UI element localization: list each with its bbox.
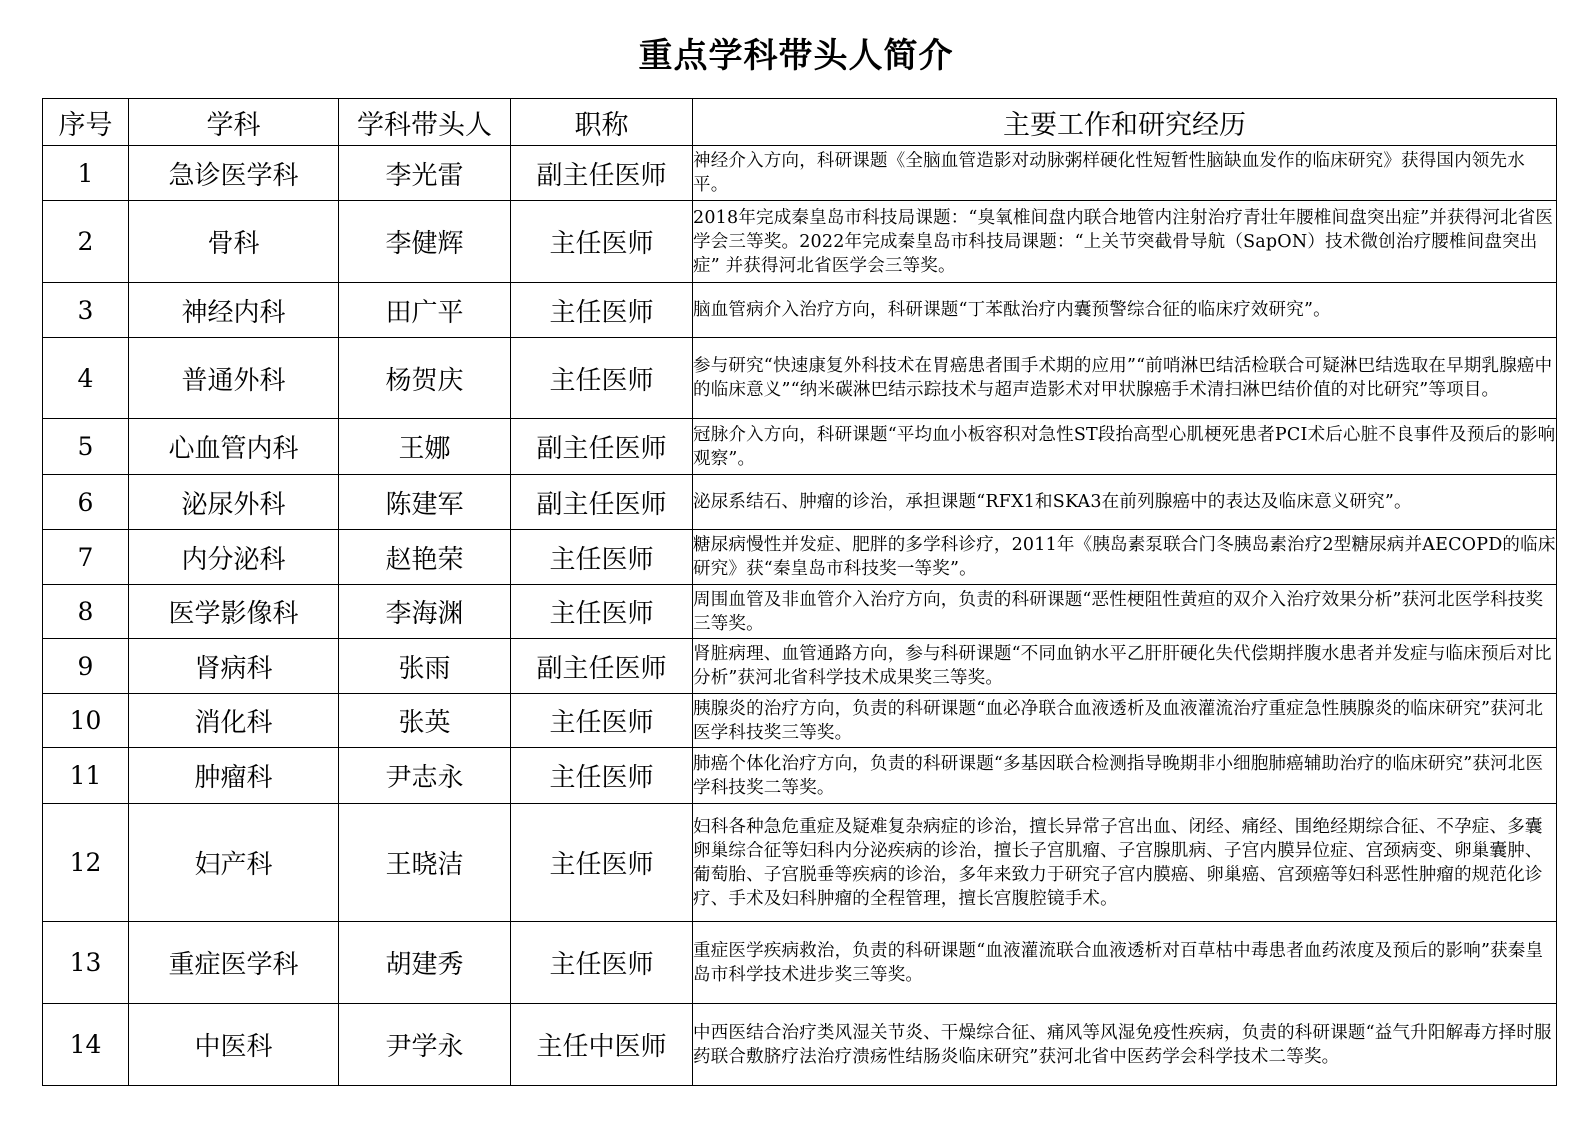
row-experience: 泌尿系结石、肿瘤的诊治，承担课题“RFX1和SKA3在前列腺癌中的表达及临床意义研究”。	[693, 475, 1557, 530]
row-experience: 神经介入方向，科研课题《全脑血管造影对动脉粥样硬化性短暂性脑缺血发作的临床研究》获得国内领先水平。	[693, 146, 1557, 201]
table-row	[43, 804, 1557, 922]
row-no: 7	[43, 530, 129, 585]
row-title: 主任中医师	[511, 1004, 693, 1086]
header-no: 序号	[43, 99, 129, 146]
row-discipline: 肿瘤科	[129, 748, 339, 804]
row-title: 副主任医师	[511, 419, 693, 475]
row-leader: 张英	[339, 694, 511, 748]
table-row	[43, 922, 1557, 1004]
row-discipline: 心血管内科	[129, 419, 339, 475]
header-discipline: 学科	[129, 99, 339, 146]
row-title: 主任医师	[511, 748, 693, 804]
row-no: 3	[43, 283, 129, 338]
row-title: 副主任医师	[511, 146, 693, 201]
row-experience: 参与研究“快速康复外科技术在胃癌患者围手术期的应用”“前哨淋巴结活检联合可疑淋巴结选取在早期乳腺癌中的临床意义”“纳米碳淋巴结示踪技术与超声造影术对甲状腺癌手术清扫淋巴结价值的对比研究”等项目。	[693, 338, 1557, 419]
row-title: 主任医师	[511, 338, 693, 419]
row-no: 1	[43, 146, 129, 201]
page-title: 重点学科带头人简介	[638, 36, 954, 76]
header-title: 职称	[511, 99, 693, 146]
row-leader: 张雨	[339, 639, 511, 694]
table-row	[43, 475, 1557, 530]
table-row	[43, 585, 1557, 639]
row-discipline: 内分泌科	[129, 530, 339, 585]
row-title: 主任医师	[511, 201, 693, 283]
row-experience: 中西医结合治疗类风湿关节炎、干燥综合征、痛风等风湿免疫性疾病，负责的科研课题“益气升阳解毒方择时服药联合敷脐疗法治疗溃疡性结肠炎临床研究”获河北省中医药学会科学技术二等奖。	[693, 1004, 1557, 1086]
row-title: 主任医师	[511, 694, 693, 748]
row-no: 11	[43, 748, 129, 804]
row-leader: 尹志永	[339, 748, 511, 804]
row-experience: 肺癌个体化治疗方向，负责的科研课题“多基因联合检测指导晚期非小细胞肺癌辅助治疗的临床研究”获河北医学科技奖二等奖。	[693, 748, 1557, 804]
row-no: 2	[43, 201, 129, 283]
row-no: 14	[43, 1004, 129, 1086]
row-no: 6	[43, 475, 129, 530]
row-no: 8	[43, 585, 129, 639]
row-leader: 田广平	[339, 283, 511, 338]
row-no: 10	[43, 694, 129, 748]
row-no: 9	[43, 639, 129, 694]
table-row	[43, 283, 1557, 338]
row-leader: 陈建军	[339, 475, 511, 530]
row-experience: 糖尿病慢性并发症、肥胖的多学科诊疗，2011年《胰岛素泵联合门冬胰岛素治疗2型糖尿病并AECOPD的临床研究》获“秦皇岛市科技奖一等奖”。	[693, 530, 1557, 585]
row-discipline: 普通外科	[129, 338, 339, 419]
row-no: 13	[43, 922, 129, 1004]
row-experience: 肾脏病理、血管通路方向，参与科研课题“不同血钠水平乙肝肝硬化失代偿期拌腹水患者并发症与临床预后对比分析”获河北省科学技术成果奖三等奖。	[693, 639, 1557, 694]
row-leader: 王娜	[339, 419, 511, 475]
row-leader: 王晓洁	[339, 804, 511, 922]
row-title: 副主任医师	[511, 639, 693, 694]
row-no: 12	[43, 804, 129, 922]
row-experience: 2018年完成秦皇岛市科技局课题：“臭氧椎间盘内联合地管内注射治疗青壮年腰椎间盘突出症”并获得河北省医学会三等奖。2022年完成秦皇岛市科技局课题：“上关节突截骨导航（SapON）技术微创治疗腰椎间盘突出症” 并获得河北省医学会三等奖。	[693, 201, 1557, 283]
row-leader: 李海渊	[339, 585, 511, 639]
row-discipline: 骨科	[129, 201, 339, 283]
row-title: 主任医师	[511, 922, 693, 1004]
row-title: 主任医师	[511, 585, 693, 639]
table-row	[43, 419, 1557, 475]
row-leader: 尹学永	[339, 1004, 511, 1086]
header-leader: 学科带头人	[339, 99, 511, 146]
row-discipline: 医学影像科	[129, 585, 339, 639]
table-row	[43, 338, 1557, 419]
row-title: 主任医师	[511, 530, 693, 585]
row-leader: 李光雷	[339, 146, 511, 201]
row-no: 4	[43, 338, 129, 419]
row-discipline: 消化科	[129, 694, 339, 748]
table-row	[43, 639, 1557, 694]
table-row	[43, 146, 1557, 201]
row-title: 主任医师	[511, 283, 693, 338]
row-discipline: 急诊医学科	[129, 146, 339, 201]
discipline-leaders-table	[42, 98, 1557, 1086]
row-experience: 周围血管及非血管介入治疗方向，负责的科研课题“恶性梗阻性黄疸的双介入治疗效果分析”获河北医学科技奖三等奖。	[693, 585, 1557, 639]
row-leader: 李健辉	[339, 201, 511, 283]
row-discipline: 中医科	[129, 1004, 339, 1086]
row-experience: 妇科各种急危重症及疑难复杂病症的诊治，擅长异常子宫出血、闭经、痛经、围绝经期综合征、不孕症、多囊卵巢综合征等妇科内分泌疾病的诊治，擅长子宫肌瘤、子宫腺肌病、子宫内膜异位症、宫颈病变、卵巢囊肿、葡萄胎、子宫脱垂等疾病的诊治，多年来致力于研究子宫内膜癌、卵巢癌、宫颈癌等妇科恶性肿瘤的规范化诊疗、手术及妇科肿瘤的全程管理，擅长宫腹腔镜手术。	[693, 804, 1557, 922]
row-experience: 胰腺炎的治疗方向，负责的科研课题“血必净联合血液透析及血液灌流治疗重症急性胰腺炎的临床研究”获河北医学科技奖三等奖。	[693, 694, 1557, 748]
row-leader: 杨贺庆	[339, 338, 511, 419]
row-experience: 冠脉介入方向，科研课题“平均血小板容积对急性ST段抬高型心肌梗死患者PCI术后心脏不良事件及预后的影响观察”。	[693, 419, 1557, 475]
row-discipline: 神经内科	[129, 283, 339, 338]
row-title: 副主任医师	[511, 475, 693, 530]
table-row	[43, 201, 1557, 283]
table-row	[43, 748, 1557, 804]
row-experience: 重症医学疾病救治，负责的科研课题“血液灌流联合血液透析对百草枯中毒患者血药浓度及预后的影响”获秦皇岛市科学技术进步奖三等奖。	[693, 922, 1557, 1004]
row-title: 主任医师	[511, 804, 693, 922]
row-leader: 胡建秀	[339, 922, 511, 1004]
row-discipline: 肾病科	[129, 639, 339, 694]
row-discipline: 重症医学科	[129, 922, 339, 1004]
row-experience: 脑血管病介入治疗方向，科研课题“丁苯酞治疗内囊预警综合征的临床疗效研究”。	[693, 283, 1557, 338]
row-no: 5	[43, 419, 129, 475]
table-header-row	[43, 99, 1557, 146]
header-experience: 主要工作和研究经历	[693, 99, 1557, 146]
table-row	[43, 1004, 1557, 1086]
row-leader: 赵艳荣	[339, 530, 511, 585]
row-discipline: 妇产科	[129, 804, 339, 922]
row-discipline: 泌尿外科	[129, 475, 339, 530]
table-row	[43, 530, 1557, 585]
table-row	[43, 694, 1557, 748]
